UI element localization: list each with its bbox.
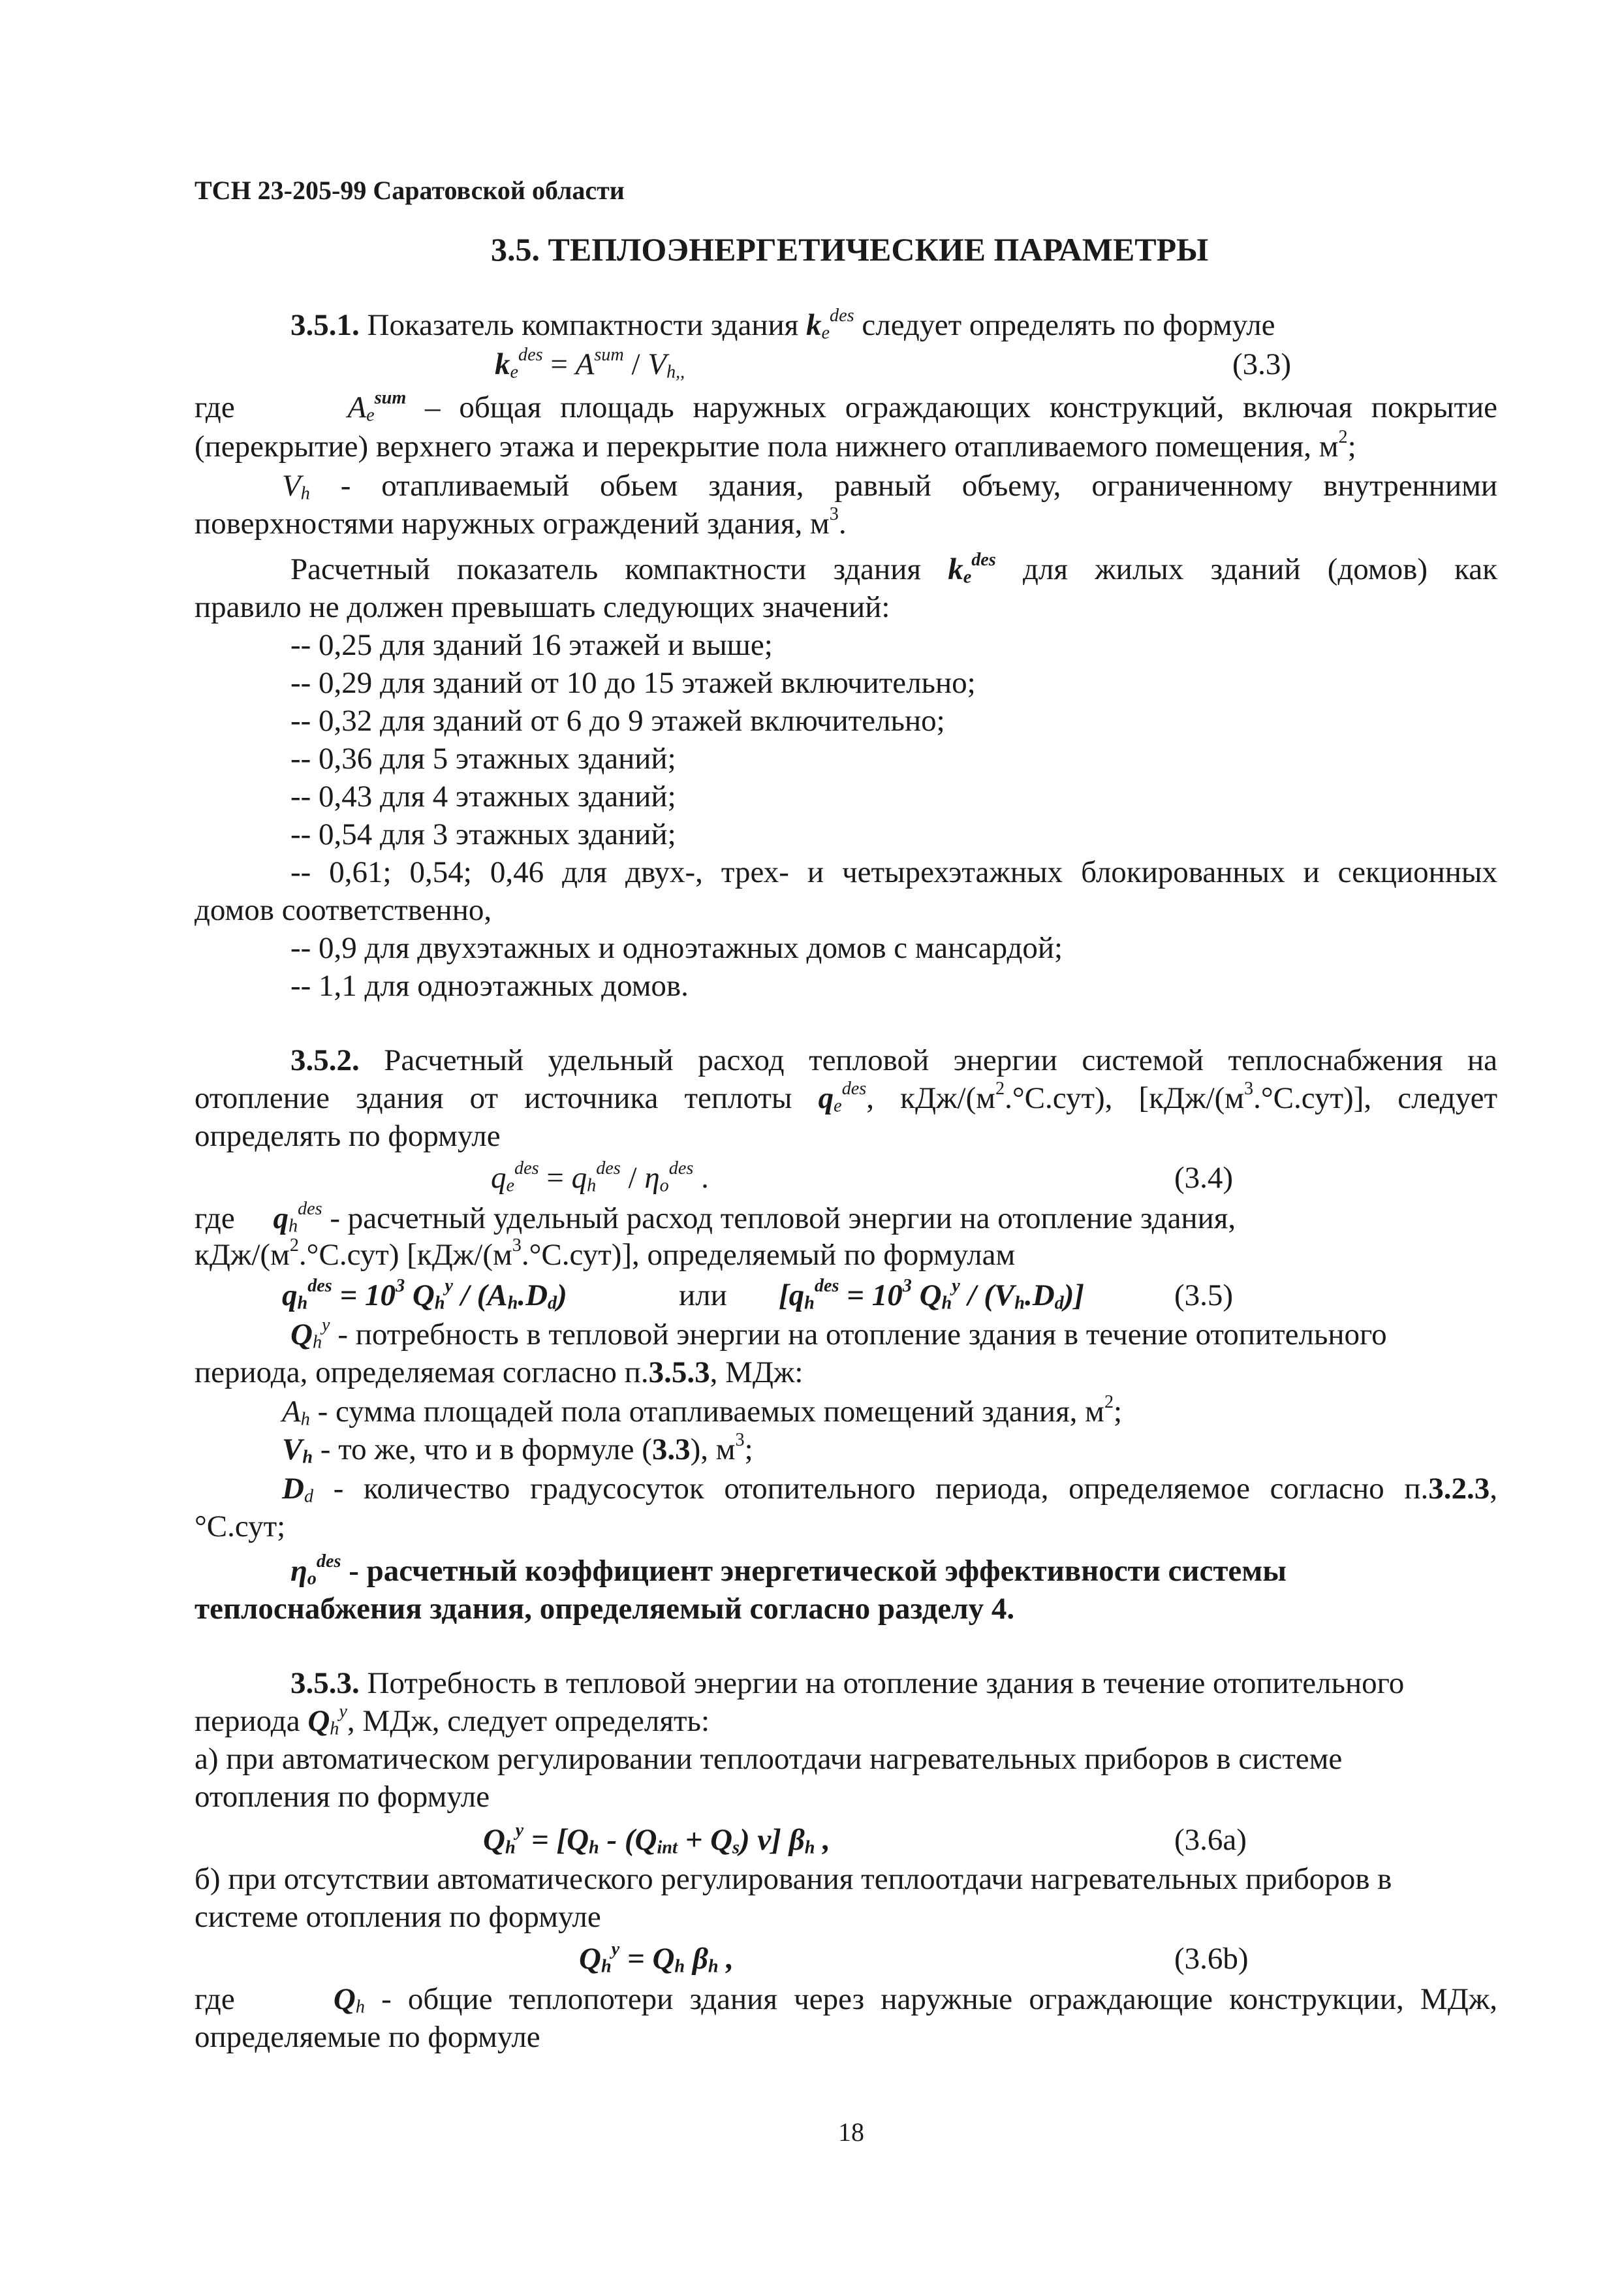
limit-list-item: -- 0,36 для 5 этажных зданий; (290, 742, 676, 776)
limit-list-item: -- 0,54 для 3 этажных зданий; (290, 817, 676, 851)
clause-number: 3.5.3. (290, 1666, 360, 1700)
paragraph-3-5-2-line-3: определять по формуле (195, 1119, 501, 1153)
paragraph-3-5-2-line-1: 3.5.2. Расчетный удельный расход тепловой энергии системой теплоснабжения на (290, 1043, 1497, 1077)
limit-list-item: -- 0,61; 0,54; 0,46 для двух-, трех- и четырехэтажных блокированных и секционных (290, 855, 1497, 889)
limit-list-item-continuation: домов соответственно, (195, 893, 492, 927)
limit-list-item: -- 1,1 для одноэтажных домов. (290, 969, 689, 1003)
equation-number-3-4: (3.4) (1174, 1161, 1234, 1195)
clause-number: 3.5.1. (290, 308, 360, 342)
equation-number-3-6a: (3.6а) (1174, 1823, 1247, 1857)
compactness-limit-intro-line-2: правило не должен превышать следующих значений: (195, 590, 890, 624)
definition-Ah: $A_h$ - сумма площадей пола отапливаемых помещений здания, $м^2$; (282, 1391, 1123, 1430)
case-b-line-1: б) при отсутствии автоматического регулирования теплоотдачи нагревательных приборов в (195, 1862, 1392, 1896)
formula-3-6b: $Q_h^y = Q_h$ $\beta_h$ , (579, 1938, 734, 1977)
paragraph-3-5-3-line-1: 3.5.3. Потребность в тепловой энергии на отопление здания в течение отопительного (290, 1666, 1405, 1700)
formula-3-6a: $Q_h^y = [Q_h - (Q_{int} + Q_s)$ ν] $\beta_h$ , (483, 1820, 830, 1858)
case-a-line-2: отопления по формуле (195, 1780, 490, 1814)
definition-Qhy-line-2: периода, определяемая согласно п.3.5.3, МДж: (195, 1355, 804, 1389)
definition-V-line-2: поверхностями наружных ограждений здания, $м^3$. (195, 503, 847, 541)
limit-list-item: -- 0,43 для 4 этажных зданий; (290, 780, 676, 814)
definition-V-line-1: $V_h$ - отапливаемый обьем здания, равный объему, ограниченному внутренними (282, 469, 1497, 504)
equation-number-3-6b: (3.6b) (1174, 1942, 1249, 1976)
paragraph-3-5-3-line-2: периода $Q_h^y$, МДж, следует определять: (195, 1701, 710, 1739)
formula-3-3: $k_e^{des} = A^{sum} / V_{h,,}$ (495, 344, 685, 383)
definition-eta-line-2: теплоснабжения здания, определяемый согласно разделу 4. (195, 1592, 1015, 1626)
definition-A-line-2: (перекрытие) верхнего этажа и перекрытие пола нижнего отапливаемого помещения, $м^2$; (195, 426, 1356, 464)
limit-list-item: -- 0,25 для зданий 16 этажей и выше; (290, 628, 773, 662)
definition-Qhy-line-1: $Q_h^y$ - потребность в тепловой энергии на отопление здания в течение отопительного (290, 1314, 1387, 1353)
definition-Dd-line-1: $D_d$ - количество градусосуток отопительного периода, определяемое согласно п.3.2.3, (282, 1472, 1497, 1507)
equation-number-3-3: (3.3) (1232, 347, 1292, 381)
compactness-limit-intro-line-1: Расчетный показатель компактности здания $k_e^{des}$ для жилых зданий (домов) как (290, 549, 1498, 588)
limit-list-item: -- 0,32 для зданий от 6 до 9 этажей включительно; (290, 704, 945, 738)
limit-list-item: -- 0,9 для двухэтажных и одноэтажных домов с мансардой; (290, 931, 1063, 965)
case-b-line-2: системе отопления по формуле (195, 1900, 601, 1934)
definition-Qh-line-1: где $Q_h$ - общие теплопотери здания через наружные ограждающие конструкции, МДж, (195, 1982, 1497, 2017)
definition-A-line-1: где $A_e^{sum}$ – общая площадь наружных ограждающих конструкций, включая покрытие (195, 387, 1498, 426)
formula-3-4: $q_e^{des} = q_h^{des} / \eta_o^{des}$ . (491, 1158, 709, 1196)
definition-Qh-line-2: определяемые по формуле (195, 2020, 540, 2054)
formula-3-5-left: $q_h^{des} = 10^3$ $Q_h^y / (A_h.D_d)$ (282, 1275, 567, 1314)
document-id: ТСН 23-205-99 Саратовской области (195, 176, 625, 205)
definition-eta-line-1: $\eta_o^{des}$ - расчетный коэффициент энергетической эффективности системы (290, 1551, 1287, 1589)
paragraph-3-5-2-line-2: отопление здания от источника теплоты $q_e^{des}$, кДж/$(м^2.^\circ С.сут)$, $[кДж/(м^3.^\circ С.сут)]$, следует (195, 1078, 1498, 1116)
document-header (195, 175, 625, 206)
clause-number: 3.5.2. (290, 1043, 360, 1077)
formula-3-5-or: или (679, 1278, 727, 1312)
limit-list-item: -- 0,29 для зданий от 10 до 15 этажей включительно; (290, 666, 976, 700)
page-number: 18 (838, 2117, 864, 2147)
formula-3-5-right: [$q_h^{des} = 10^3$ $Q_h^y / (V_h.D_d)$] (779, 1275, 1085, 1314)
case-a-line-1: а) при автоматическом регулировании теплоотдачи нагревательных приборов в системе (195, 1742, 1343, 1776)
definition-Vh: $V_h$ - то же, что и в формуле (3.3), $м^3$; (282, 1429, 753, 1468)
equation-number-3-5: (3.5) (1174, 1278, 1234, 1312)
paragraph-3-5-1-line-1: 3.5.1. Показатель компактности здания $k_e^{des}$ следует определять по формуле (290, 305, 1275, 343)
definition-qh-line-1: где $q_h^{des}$ - расчетный удельный расход тепловой энергии на отопление здания, (195, 1198, 1236, 1237)
definition-Dd-line-2: °С.сут; (195, 1510, 286, 1543)
definition-qh-line-2: кДж/$(м^2.^\circ С.сут)$ $[кДж/(м^3.^\circ С.сут)]$, определяемый по формулам (195, 1235, 1016, 1272)
section-heading: 3.5. ТЕПЛОЭНЕРГЕТИЧЕСКИЕ ПАРАМЕТРЫ (491, 231, 1209, 268)
